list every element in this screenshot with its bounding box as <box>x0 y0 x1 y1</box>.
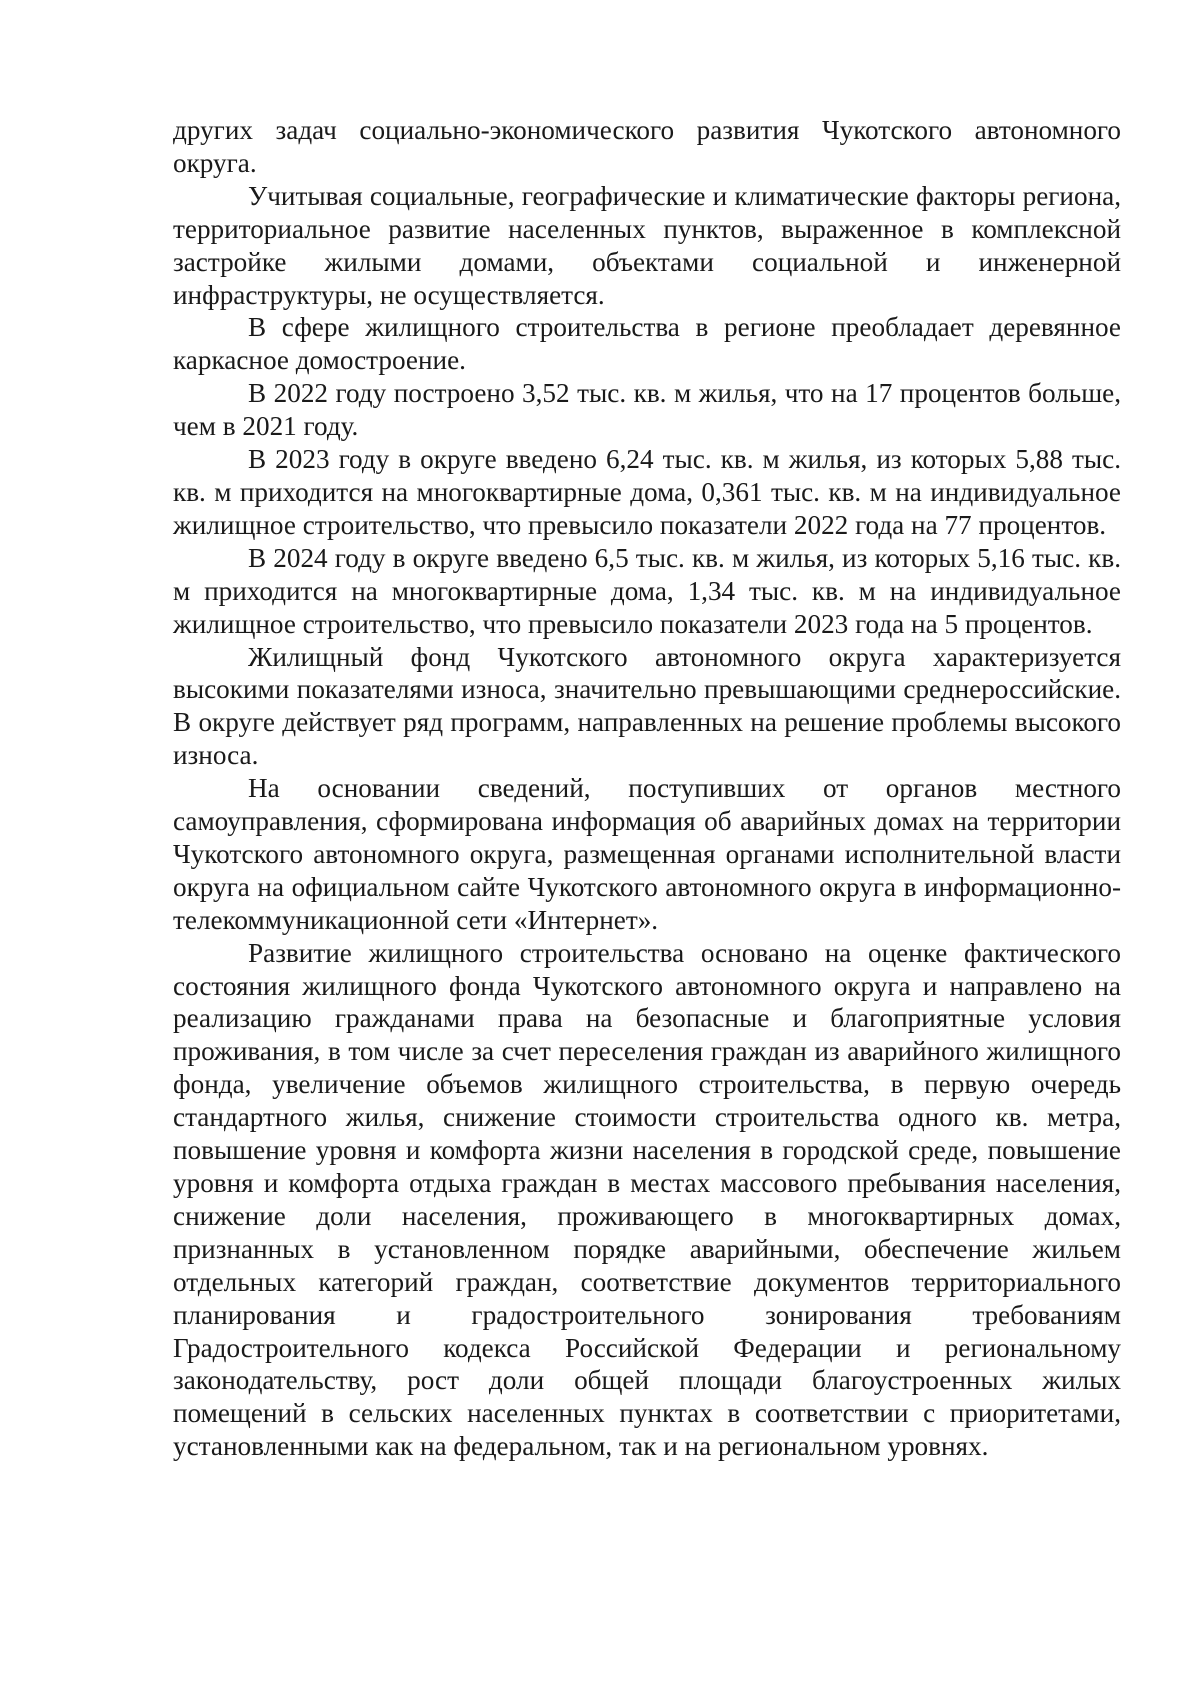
paragraph-housing-2024: В 2024 году в округе введено 6,5 тыс. кв. м жилья, из которых 5,16 тыс. кв. м приходится на многоквартирные дома, 1,34 тыс. кв. м на индивидуальное жилищное строительство, что превысило показатели 2023 года на 5 процентов. <box>173 542 1121 639</box>
paragraph-emergency-houses: На основании сведений, поступивших от органов местного самоуправления, сформирована информация об аварийных домах на территории Чукотского автономного округа, размещенная органами исполнительной власти округа на официальном сайте Чукотского автономного округа в информационно-телекоммуникационной сети «Интернет». <box>173 773 1121 935</box>
paragraph-wooden-construction: В сфере жилищного строительства в регионе преобладает деревянное каркасное домостроение. <box>173 312 1121 376</box>
document-body <box>173 114 1121 1463</box>
paragraph-housing-2022: В 2022 году построено 3,52 тыс. кв. м жилья, что на 17 процентов больше, чем в 2021 году. <box>173 378 1121 442</box>
paragraph-housing-wear: Жилищный фонд Чукотского автономного округа характеризуется высокими показателями износа, значительно превышающими среднероссийские. В округе действует ряд программ, направленных на решение проблемы высокого износа. <box>173 641 1121 771</box>
paragraph-housing-2023: В 2023 году в округе введено 6,24 тыс. кв. м жилья, из которых 5,88 тыс. кв. м приходится на многоквартирные дома, 0,361 тыс. кв. м на индивидуальное жилищное строительство, что превысило показатели 2022 года на 77 процентов. <box>173 444 1121 540</box>
paragraph-regional-factors: Учитывая социальные, географические и климатические факторы региона, территориальное развитие населенных пунктов, выраженное в комплексной застройке жилыми домами, объектами социальной и инженерной инфраструктуры, не осуществляется. <box>173 180 1121 310</box>
paragraph-continuation: других задач социально-экономического развития Чукотского автономного округа. <box>173 115 1121 178</box>
paragraph-development-goals: Развитие жилищного строительства основано на оценке фактического состояния жилищного фонда Чукотского автономного округа и направлено на реализацию гражданами права на безопасные и благоприятные условия проживания, в том числе за счет переселения граждан из аварийного жилищного фонда, увеличение объемов жилищного строительства, в первую очередь стандартного жилья, снижение стоимости строительства одного кв. метра, повышение уровня и комфорта жизни населения в городской среде, повышение уровня и комфорта отдыха граждан в местах массового пребывания населения, снижение доли населения, проживающего в многоквартирных домах, признанных в установленном порядке аварийными, обеспечение жильем отдельных категорий граждан, соответствие документов территориального планирования и градостроительного зонирования требованиям Градостроительного кодекса Российской Федерации и региональному законодательству, рост доли общей площади благоустроенных жилых помещений в сельских населенных пунктах в соответствии с приоритетами, установленными как на федеральном, так и на региональном уровнях. <box>173 937 1121 1462</box>
